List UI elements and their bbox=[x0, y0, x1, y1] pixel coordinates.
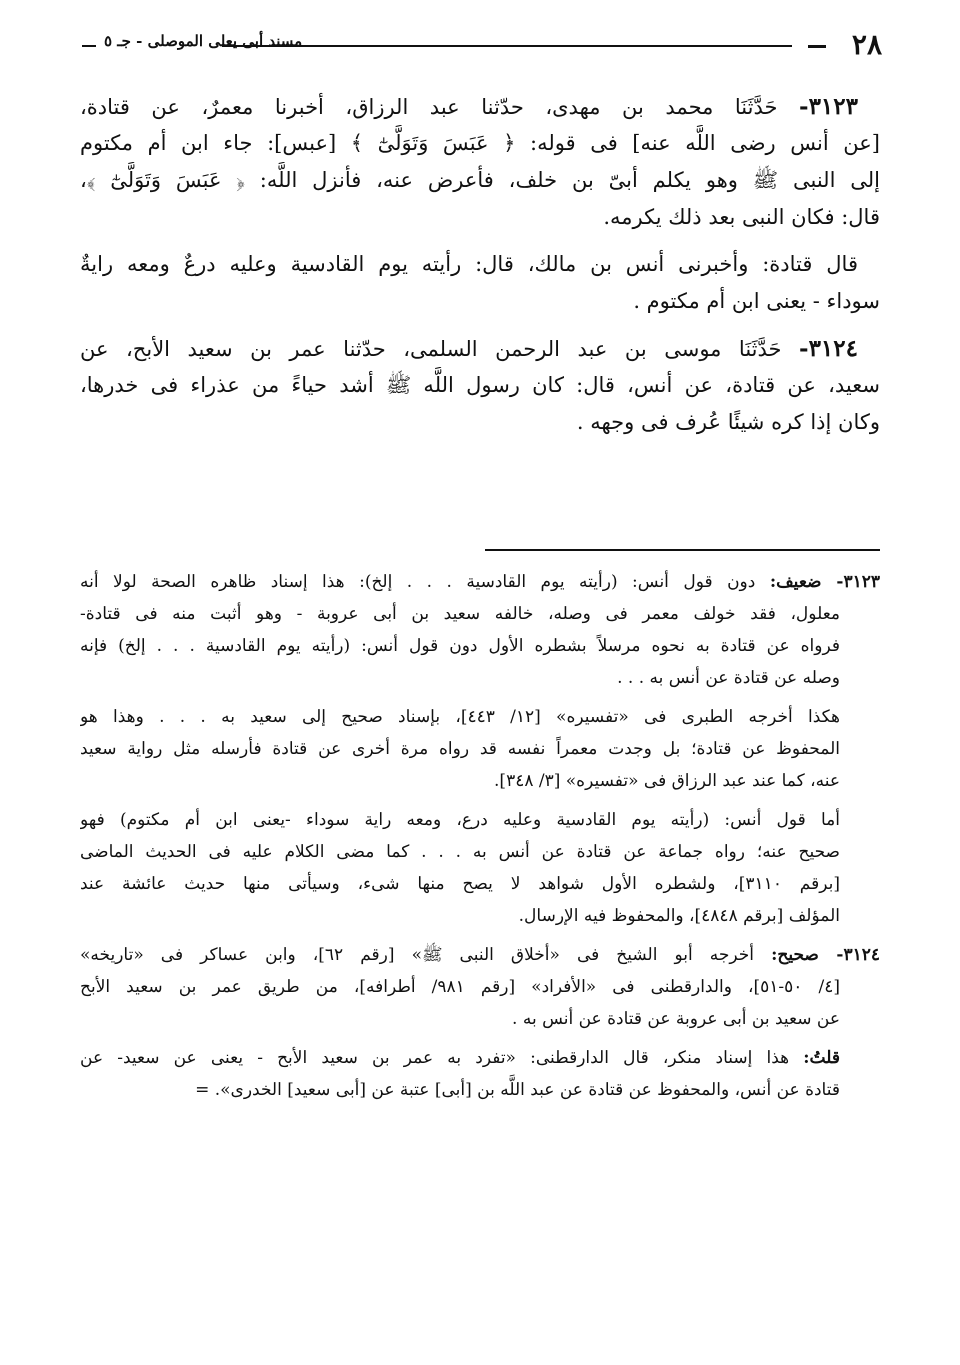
header-rule bbox=[222, 45, 792, 47]
qatada-paragraph bbox=[80, 246, 880, 320]
note-3123 bbox=[80, 566, 880, 694]
note-paragraph bbox=[80, 1042, 880, 1106]
note-line: ٣١٢٤- صحيح: أخرجه أبو الشيخ فى «أخلاق النبى ﷺ» [رقم ٦٢]، وابن عساكر فى «تاريخه» bbox=[80, 945, 880, 965]
note-grade: ٣١٢٣- ضعيف: bbox=[769, 572, 880, 592]
note-label: قلتُ: bbox=[803, 1048, 840, 1068]
hadith-3124 bbox=[80, 330, 880, 441]
hadith-number: ٣١٢٣- bbox=[799, 93, 858, 120]
running-header bbox=[82, 28, 882, 64]
note-line: فرواه عن قتادة به نحوه مرسلاً بشطره الأول دون قول أنس: (رأيته يوم القادسية . . . إلخ) فإنه bbox=[80, 636, 840, 656]
note-3124 bbox=[80, 939, 880, 1035]
footnote-separator bbox=[485, 549, 880, 551]
note-line: وصله عن قتادة عن أنس به . . . bbox=[617, 668, 840, 688]
hadith-line: ٣١٢٣- حَدَّثَنَا محمد بن مهدى، حدّثنا عبد الرزاق، أخبرنا معمرٌ، عن قتادة، bbox=[80, 93, 858, 120]
book-title: مسند أبى يعلى الموصلى - جـ ٥ bbox=[104, 32, 303, 50]
hadith-line: قال قتادة: وأخبرنى أنس بن مالك، قال: رأيته يوم القادسية وعليه درعٌ ومعه رايةٌ bbox=[80, 252, 858, 276]
note-line: قلتُ: هذا إسناد منكر، قال الدارقطنى: «تفرد به عمر بن سعيد الأبح - يعنى عن سعيد- عن bbox=[80, 1048, 840, 1068]
note-line: المحفوظ عن قتادة؛ بل وجدت معمراً نفسه قد رواه مرة أخرى عن قتادة فأرسله مثل رواية سعيد bbox=[80, 739, 840, 759]
note-line: عنه، كما عند عبد الرزاق فى «تفسيره» [٣/ ٣٤٨]. bbox=[494, 771, 840, 791]
hadith-3123 bbox=[80, 88, 880, 236]
note-line: [برقم ٣١١٠]، ولشطره الأول شواهد لا يصح منها شىء، وسيأتى منها حديث عائشة عند bbox=[80, 874, 840, 894]
hadith-line: ٣١٢٤- حَدَّثَنَا موسى بن عبد الرحمن السلمى، حدّثنا عمر بن سعيد الأبح، عن bbox=[80, 335, 858, 362]
hadith-line: سعيد، عن قتادة، عن أنس، قال: كان رسول اللَّه ﷺ أشد حياءً من عذراء فى خدرها، bbox=[80, 373, 880, 397]
note-line: ٣١٢٣- ضعيف: دون قول أنس: (رأيته يوم القادسية . . . إلخ): هذا إسناد ظاهره الصحة لولا أنه bbox=[80, 572, 880, 592]
footnotes bbox=[80, 566, 880, 1113]
note-grade: ٣١٢٤- صحيح: bbox=[771, 945, 880, 965]
note-paragraph bbox=[80, 701, 880, 797]
note-line: المؤلف [برقم ٤٨٤٨]، والمحفوظ فيه الإرسال. bbox=[518, 906, 840, 926]
note-line: أما قول أنس: (رأيته يوم القادسية وعليه درع، ومعه راية سوداء -يعنى ابن أم مكتوم) فهو bbox=[80, 810, 840, 830]
hadith-line: وكان إذا كره شيئًا عُرف فى وجهه . bbox=[576, 410, 880, 434]
hadith-number: ٣١٢٤- bbox=[799, 335, 858, 362]
header-dash-left bbox=[82, 45, 96, 47]
note-line: صحيح عنه؛ رواه جماعة عن قتادة عن أنس به . . . كما مضى الكلام عليه فى الحديث الماضى bbox=[80, 842, 840, 862]
hadith-line: [عن أنس رضى اللَّه عنه] فى قوله: ﴿ عَبَسَ وَتَوَلَّىٰٓ ﴾ [عبس]: جاء ابن أم مكتوم bbox=[80, 131, 880, 155]
hadith-line: سوداء - يعنى ابن أم مكتوم . bbox=[633, 289, 880, 313]
header-dash bbox=[808, 45, 826, 48]
note-line: عن سعيد بن أبى عروبة عن قتادة عن أنس به . bbox=[512, 1009, 840, 1029]
hadith-line: قال: فكان النبى بعد ذلك يكرمه. bbox=[603, 205, 880, 229]
note-line: هكذا أخرجه الطبرى فى «تفسيره» [١٢/ ٤٤٣]، بإسناد صحيح إلى سعيد به . . . وهذا هو bbox=[80, 707, 841, 727]
note-line: قتادة عن أنس، والمحفوظ عن قتادة عن عبد اللَّه بن [أبى] عتبة عن [أبى سعيد] الخدرى». = bbox=[195, 1080, 840, 1100]
note-line: [٤/ ٥٠-٥١]، والدارقطنى فى «الأفراد» [رقم ٩٨١/ أطرافه]، من طريق عمر بن سعيد الأبح bbox=[80, 977, 840, 997]
hadith-line: إلى النبى ﷺ وهو يكلم أبىّ بن خلف، فأعرض عنه، فأنزل اللَّه: ﴿ عَبَسَ وَتَوَلَّىٰٓ ﴾، bbox=[80, 168, 880, 192]
page-number: ٢٨ bbox=[851, 28, 882, 61]
note-line: معلول، فقد خولف معمر فى وصله، خالفه سعيد بن أبى عروبة - وهو أثبت منه فى قتادة- bbox=[80, 604, 840, 624]
note-paragraph bbox=[80, 804, 880, 932]
hadith-text bbox=[80, 88, 880, 451]
